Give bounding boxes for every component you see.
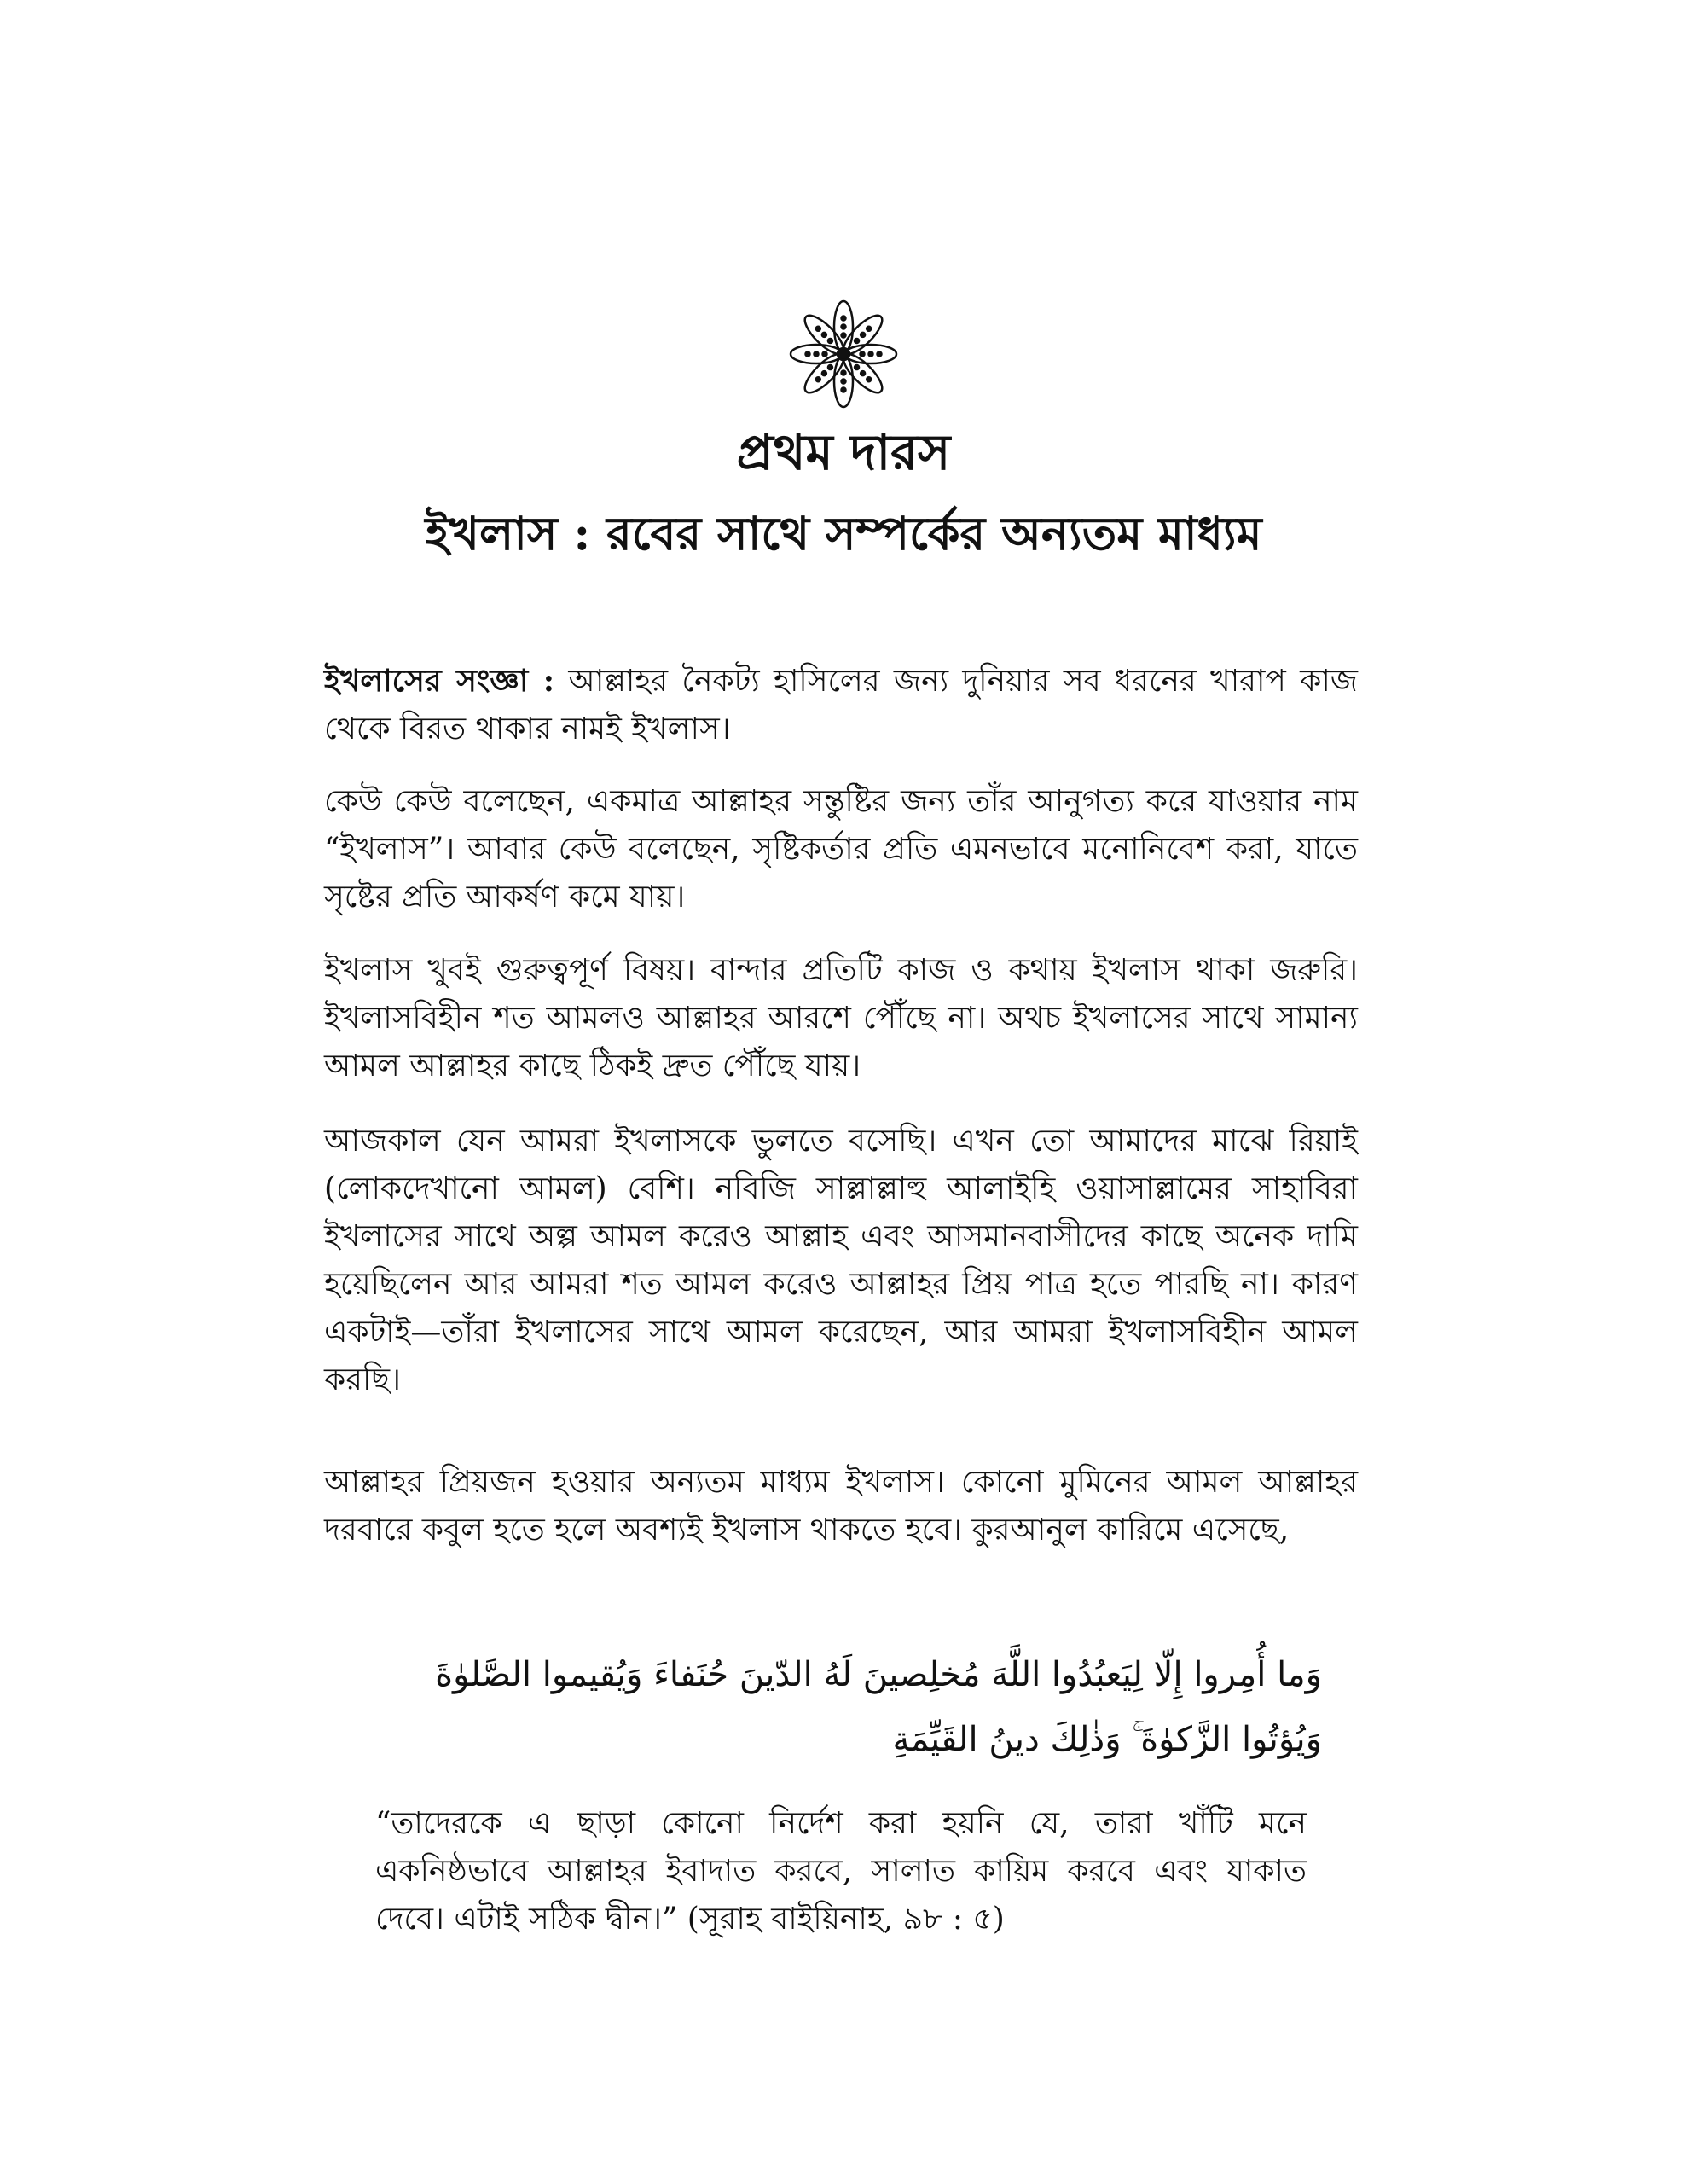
body-paragraph-2: ইখলাস খুবই গুরুত্বপূর্ণ বিষয়। বান্দার প্রতিটি কাজ ও কথায় ইখলাস থাকা জরুরি। ইখলাসবিহীন শত আমলও আল্লাহর আরশে পৌঁছে না। অথচ ইখলাসের সাথে সামান্য আমল আল্লাহর কাছে ঠিকই দ্রুত পৌঁছে যায়। <box>324 953 1358 1083</box>
quran-verse-arabic: وَما أُمِروا إِلّا لِيَعبُدُوا اللَّهَ مُخلِصينَ لَهُ الدّينَ حُنَفاءَ وَيُقيموا الصَّلوٰةَ وَيُؤتُوا الزَّكوٰةَ ۚ وَذٰلِكَ دينُ القَيِّمَةِ <box>435 1655 1322 1759</box>
chapter-label: প্রথম দারস <box>736 423 951 481</box>
flower-ornament-icon <box>775 299 912 410</box>
definition-text: আল্লাহর নৈকট্য হাসিলের জন্য দুনিয়ার সব ধরনের খারাপ কাজ থেকে বিরত থাকার নামই ইখলাস। <box>324 664 1358 746</box>
definition-paragraph <box>324 657 1358 753</box>
definition-term: ইখলাসের সংজ্ঞা : <box>324 663 554 699</box>
body-paragraph-1: কেউ কেউ বলেছেন, একমাত্র আল্লাহর সন্তুষ্টির জন্য তাঁর আনুগত্য করে যাওয়ার নাম “ইখলাস”। আবার কেউ বলেছেন, সৃষ্টিকর্তার প্রতি এমনভাবে মনোনিবেশ করা, যাতে সৃষ্টের প্রতি আকর্ষণ কমে যায়। <box>324 784 1358 915</box>
verse-translation: “তাদেরকে এ ছাড়া কোনো নির্দেশ করা হয়নি যে, তারা খাঁটি মনে একনিষ্ঠভাবে আল্লাহর ইবাদাত করবে, সালাত কায়িম করবে এবং যাকাত দেবে। এটাই সঠিক দ্বীন।” (সূরাহ বাইয়িনাহ, ৯৮ : ৫) <box>375 1806 1307 1937</box>
chapter-title: ইখলাস : রবের সাথে সম্পর্কের অন্যতম মাধ্যম <box>425 506 1262 561</box>
body-paragraph-4: আল্লাহর প্রিয়জন হওয়ার অন্যতম মাধ্যম ইখলাস। কোনো মুমিনের আমল আল্লাহর দরবারে কবুল হতে হলে অবশ্যই ইখলাস থাকতে হবে। কুরআনুল কারিমে এসেছে, <box>324 1465 1358 1548</box>
body-paragraph-3: আজকাল যেন আমরা ইখলাসকে ভুলতে বসেছি। এখন তো আমাদের মাঝে রিয়াই (লোকদেখানো আমল) বেশি। নবিজি সাল্লাল্লাহু আলাইহি ওয়াসাল্লামের সাহাবিরা ইখলাসের সাথে অল্প আমল করেও আল্লাহ এবং আসমানবাসীদের কাছে অনেক দামি হয়েছিলেন আর আমরা শত আমল করেও আল্লাহর প্রিয় পাত্র হতে পারছি না। কারণ একটাই—তাঁরা ইখলাসের সাথে আমল করেছেন, আর আমরা ইখলাসবিহীন আমল করছি। <box>324 1124 1358 1397</box>
